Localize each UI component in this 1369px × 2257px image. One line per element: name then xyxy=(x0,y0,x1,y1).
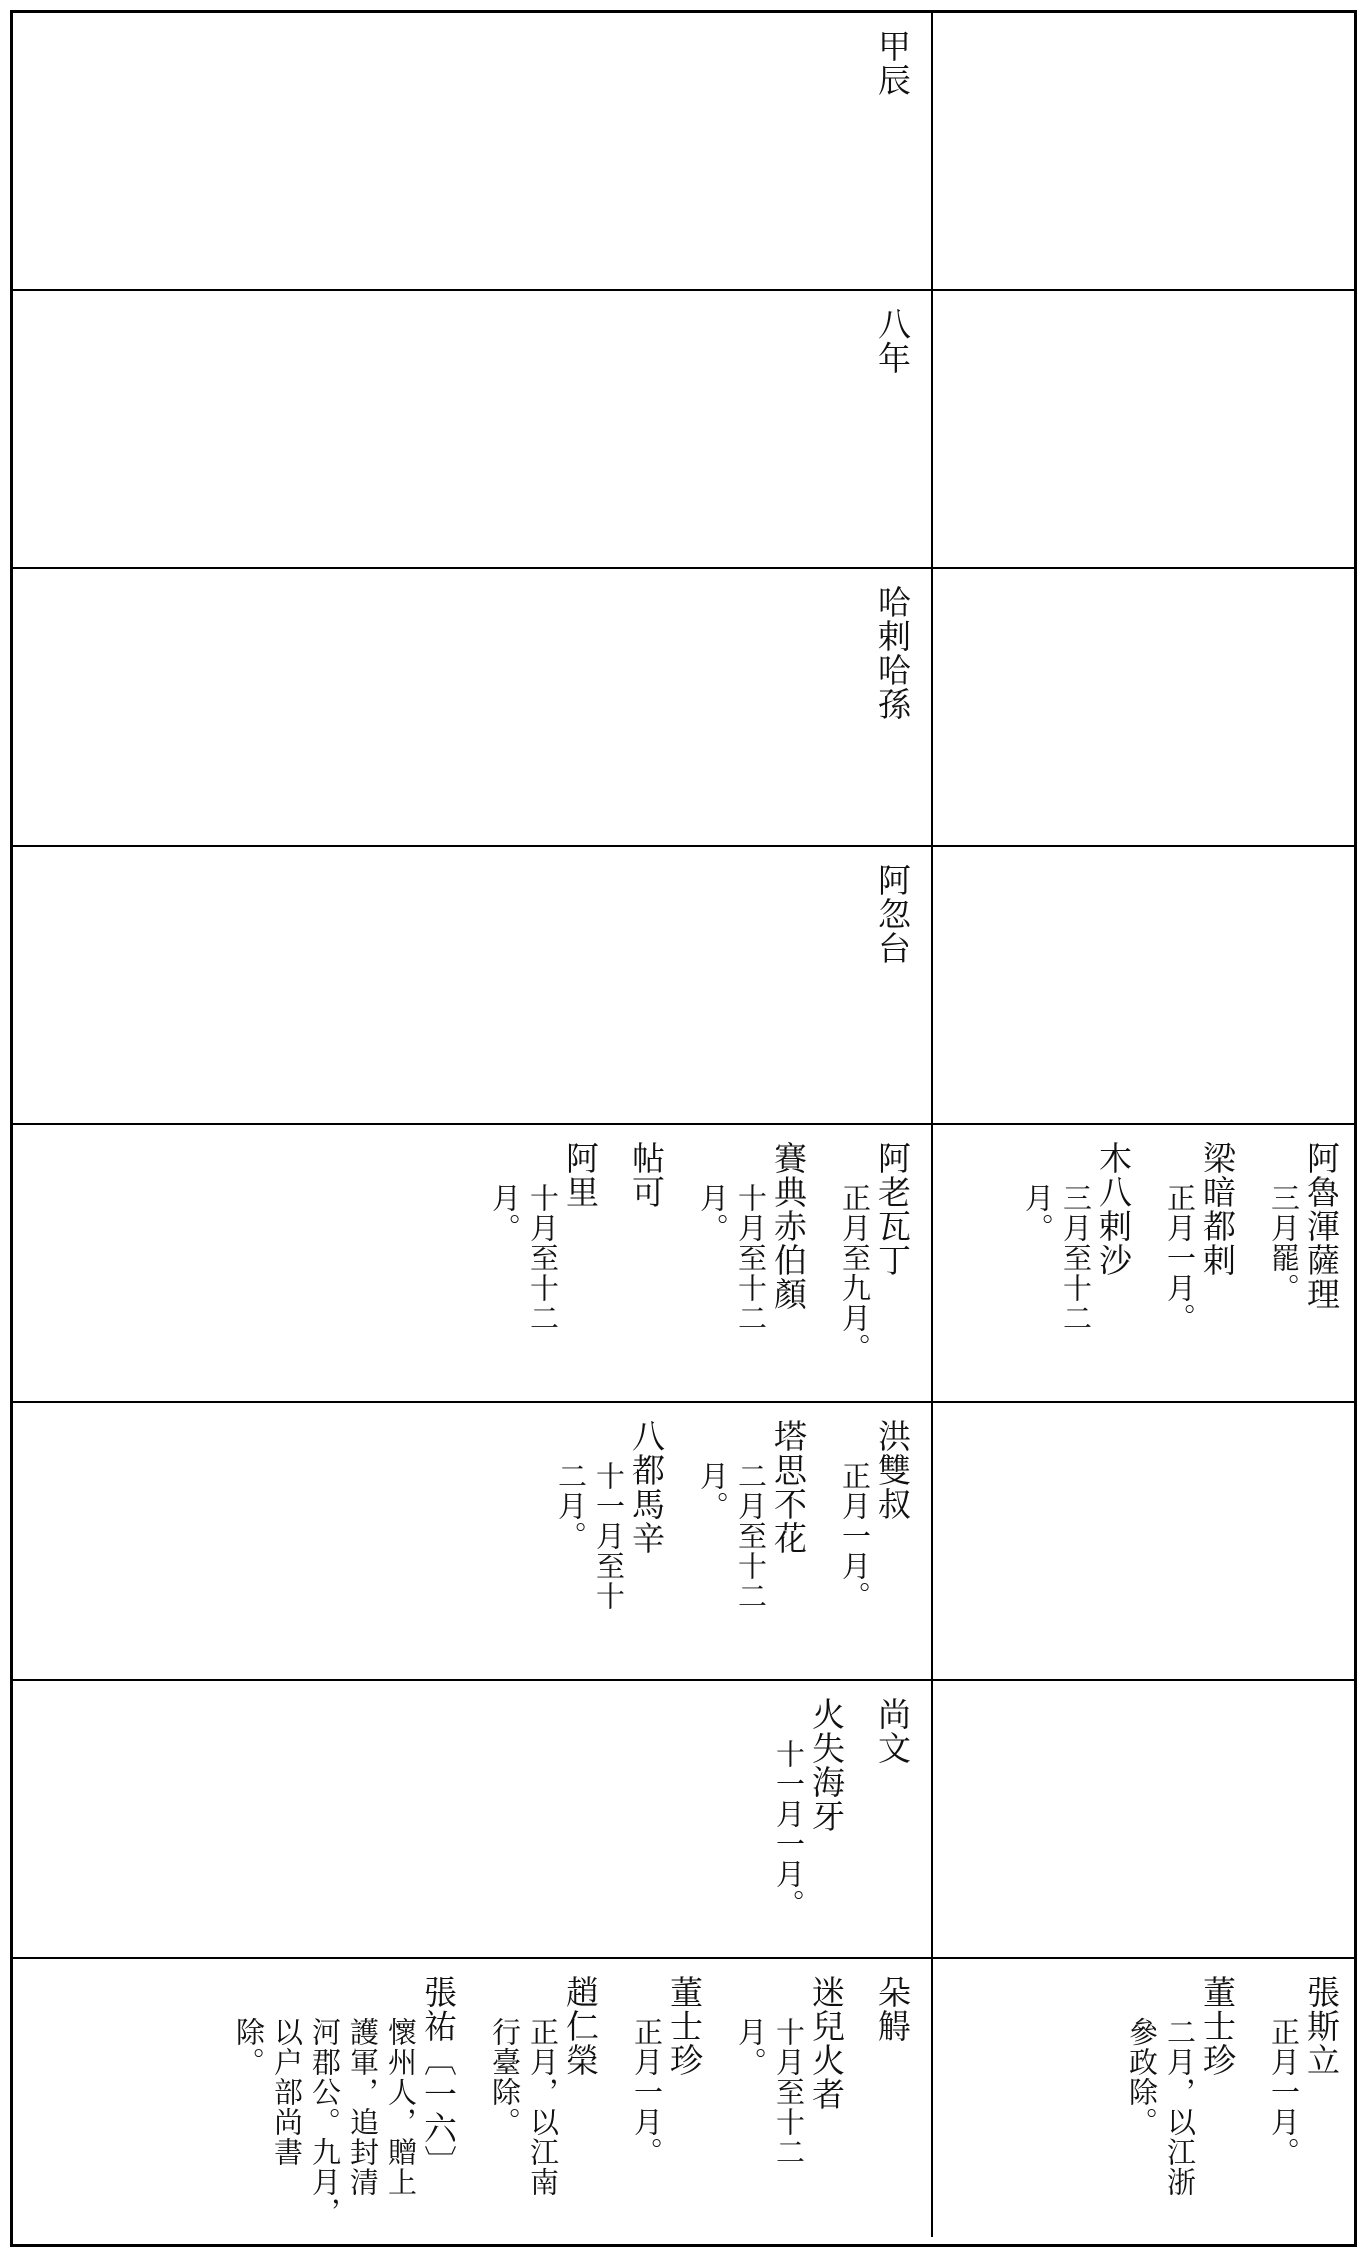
tenure-note: 正月一月。 xyxy=(1267,2017,1301,2167)
official-entry xyxy=(623,1125,666,1401)
official-entry xyxy=(869,291,912,567)
official-entry xyxy=(1260,1125,1341,1401)
official-entry xyxy=(1260,1959,1341,2237)
tenure-note: 二月，以江浙 xyxy=(1163,2017,1197,2197)
tenure-note: 懷州人，贈上 xyxy=(384,2017,418,2197)
table-row xyxy=(13,291,1354,569)
official-entry xyxy=(869,1959,912,2237)
table-row xyxy=(13,1403,1354,1681)
cell-right xyxy=(933,1959,1354,2237)
official-entry xyxy=(869,569,912,845)
tenure-note: 正月一月。 xyxy=(1163,1183,1197,1333)
official-entry xyxy=(727,1959,846,2237)
tenure-note: 十月至十二 xyxy=(734,1183,768,1333)
tenure-note: 二月。 xyxy=(554,1461,588,1551)
tenure-note: 河郡公。九月， xyxy=(308,2017,342,2227)
tenure-note: 正月至九月。 xyxy=(838,1183,872,1363)
official-entry xyxy=(225,1959,458,2237)
cell-left xyxy=(13,1681,931,1957)
tenure-note: 月。 xyxy=(734,2017,768,2077)
entry-list xyxy=(843,13,912,289)
tenure-note: 正月一月。 xyxy=(630,2017,664,2167)
official-name: 帖可 xyxy=(627,1141,666,1209)
official-entry xyxy=(481,1959,600,2237)
official-name: 洪雙叔 xyxy=(873,1419,912,1521)
cell-right xyxy=(933,1403,1354,1679)
official-name: 董士珍 xyxy=(665,1975,704,2077)
official-entry xyxy=(1156,1125,1237,1401)
tenure-note: 月。 xyxy=(696,1461,730,1521)
tenure-note: 月。 xyxy=(1021,1183,1055,1243)
official-name: 阿忽台 xyxy=(873,863,912,965)
official-name: 木八剌沙 xyxy=(1094,1141,1133,1277)
tenure-note: 參政除。 xyxy=(1125,2017,1159,2137)
official-entry xyxy=(831,1403,912,1679)
cell-left xyxy=(13,569,931,845)
cell-left xyxy=(13,13,931,289)
official-entry xyxy=(1118,1959,1237,2237)
official-name: 尚文 xyxy=(873,1697,912,1765)
official-entry xyxy=(869,847,912,1123)
official-entry xyxy=(831,1125,912,1401)
tenure-note: 護軍，追封清 xyxy=(346,2017,380,2197)
official-name: 迷兒火者 xyxy=(807,1975,846,2111)
tenure-note: 十月至十二 xyxy=(772,2017,806,2167)
cell-left xyxy=(13,291,931,567)
entry-list xyxy=(843,291,912,567)
cell-right xyxy=(933,847,1354,1123)
tenure-note: 十一月一月。 xyxy=(772,1739,806,1919)
cell-left xyxy=(13,1403,931,1679)
table-row xyxy=(13,13,1354,291)
official-name: 哈剌哈孫 xyxy=(873,585,912,721)
entry-list xyxy=(739,1681,912,1957)
cell-left xyxy=(13,847,931,1123)
tenure-note: 十月至十二 xyxy=(526,1183,560,1333)
tenure-note: 以户部尚書 xyxy=(270,2017,304,2167)
official-name: 梁暗都剌 xyxy=(1198,1141,1237,1277)
entry-list xyxy=(1092,1959,1341,2237)
official-entry xyxy=(481,1125,600,1401)
entry-list xyxy=(843,569,912,845)
official-name: 阿魯渾薩理 xyxy=(1302,1141,1341,1311)
tenure-note: 三月罷。 xyxy=(1267,1183,1301,1303)
official-entry xyxy=(689,1403,808,1679)
tenure-note: 行臺除。 xyxy=(488,2017,522,2137)
official-name: 八都馬辛 xyxy=(627,1419,666,1555)
table-row xyxy=(13,1125,1354,1403)
entry-list xyxy=(988,1125,1341,1401)
official-name: 張斯立 xyxy=(1302,1975,1341,2077)
entry-list xyxy=(843,847,912,1123)
cell-right xyxy=(933,1681,1354,1957)
entry-list xyxy=(521,1403,912,1679)
table-row xyxy=(13,847,1354,1125)
cell-right xyxy=(933,291,1354,567)
tenure-note: 月。 xyxy=(696,1183,730,1243)
official-name: 八年 xyxy=(873,307,912,375)
official-entry xyxy=(765,1681,846,1957)
official-name: 阿里 xyxy=(561,1141,600,1209)
ministers-table xyxy=(10,10,1357,2247)
official-name: 火失海牙 xyxy=(807,1697,846,1833)
cell-left xyxy=(13,1959,931,2237)
tenure-note: 正月，以江南 xyxy=(526,2017,560,2197)
official-name: 甲辰 xyxy=(873,29,912,97)
official-name: 董士珍 xyxy=(1198,1975,1237,2077)
entry-list xyxy=(455,1125,912,1401)
official-name: 塔思不花 xyxy=(769,1419,808,1555)
table-row xyxy=(13,569,1354,847)
cell-right xyxy=(933,1125,1354,1401)
cell-left xyxy=(13,1125,931,1401)
official-entry xyxy=(1014,1125,1133,1401)
tenure-note: 除。 xyxy=(232,2017,266,2077)
table-row xyxy=(13,1959,1354,2237)
official-entry xyxy=(547,1403,666,1679)
official-name: 趙仁榮 xyxy=(561,1975,600,2077)
official-entry xyxy=(689,1125,808,1401)
official-entry xyxy=(869,13,912,289)
official-entry xyxy=(623,1959,704,2237)
cell-right xyxy=(933,569,1354,845)
official-name: 賽典赤伯顏 xyxy=(769,1141,808,1311)
official-name: 阿老瓦丁 xyxy=(873,1141,912,1277)
entry-list xyxy=(199,1959,912,2237)
cell-right xyxy=(933,13,1354,289)
official-name: 張祐〔一六〕 xyxy=(419,1975,458,2179)
table-row xyxy=(13,1681,1354,1959)
official-entry xyxy=(869,1681,912,1957)
tenure-note: 二月至十二 xyxy=(734,1461,768,1611)
tenure-note: 月。 xyxy=(488,1183,522,1243)
tenure-note: 正月一月。 xyxy=(838,1461,872,1611)
tenure-note: 十一月至十 xyxy=(592,1461,626,1611)
official-name: 朵䚟 xyxy=(873,1975,912,2043)
tenure-note: 三月至十二 xyxy=(1059,1183,1093,1333)
